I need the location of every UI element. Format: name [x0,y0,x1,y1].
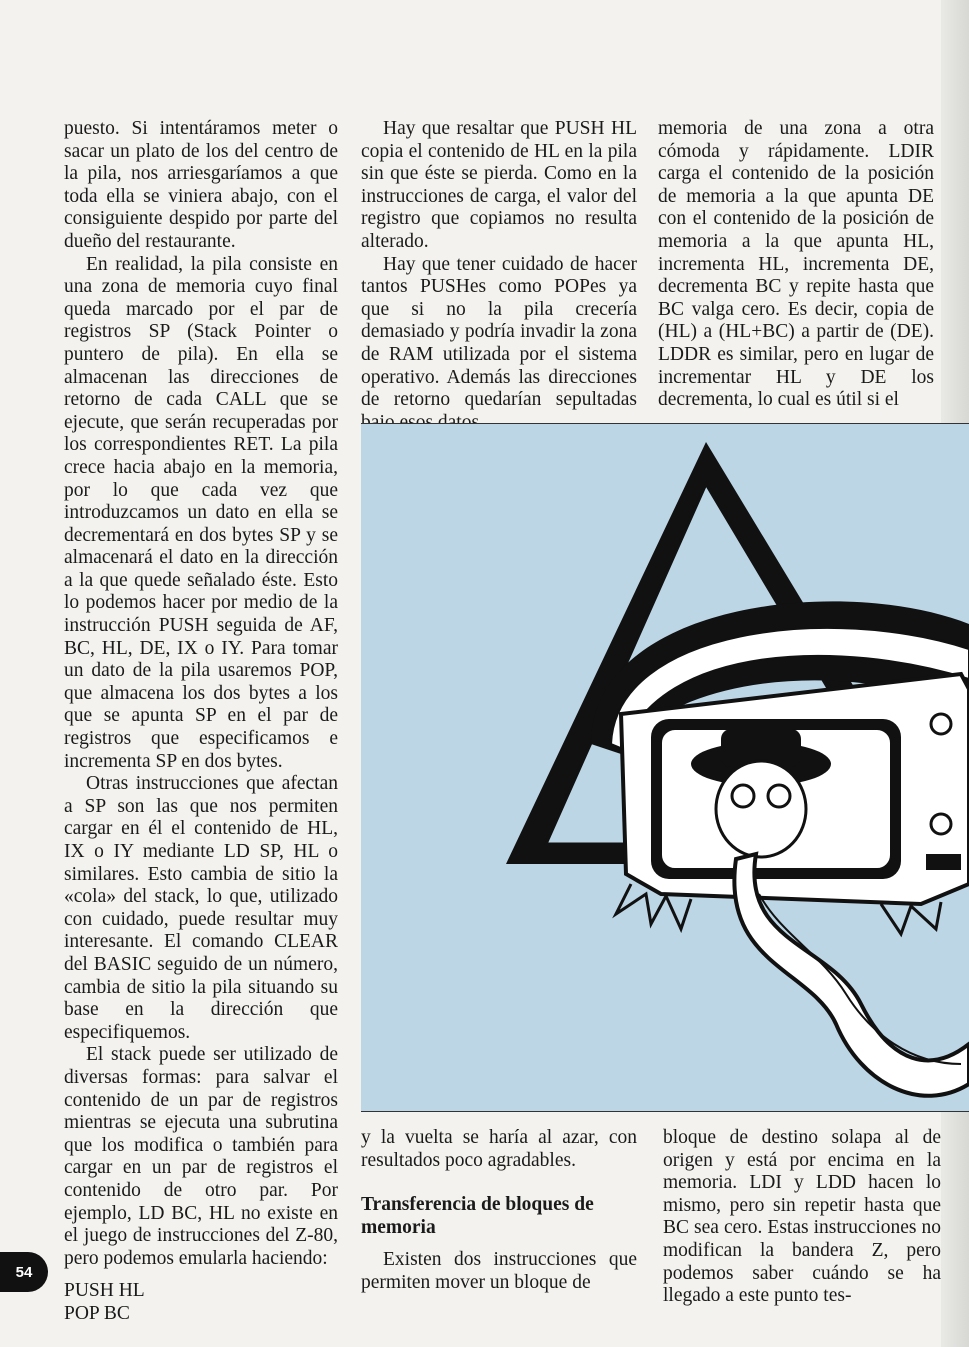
text-column-2 [361,118,637,434]
knob [931,714,951,734]
knob [931,814,951,834]
glasses-right [768,785,790,807]
section-heading: Transferencia de bloques de memoria [361,1194,594,1238]
paragraph: En realidad, la pila consiste en una zona de memoria cuyo final queda marcado por el par de registros SP (Stack Pointer o puntero de pila). En ella se almacenan las direcciones de retorno de cada CALL que se ejecute, que serán recuperadas por los correspondientes RET. La pila crece hacia abajo en la memoria, por lo que cada vez que introduzcamos un dato en ella se decrementará en dos bytes SP y se almacenará el dato en la dirección a la que quede señalado éste. Esto lo podemos hacer por medio de la instrucción PUSH seguida de AF, BC, HL, DE, IX o IY. Para tomar un dato de la pila usaremos POP, que almacena los dos bytes a los que se apunta SP en el par de registros que especificamos e incrementa SP en dos bytes. [64,253,338,772]
paragraph: puesto. Si intentáramos meter o sacar un plato de los del centro de la pila, nos arriesgaríamos a que toda ella se viniera abajo, con el consiguiente despido por parte del dueño del restaurante. [64,118,338,252]
code-line: POP BC [64,1302,130,1324]
illustration [361,423,969,1112]
paragraph: El stack puede ser utilizado de diversas formas: para salvar el contenido de un par de registros mientras se ejecuta una subrutina que los modifica o también para cargar en un par de registros el contenido de otro par. Por ejemplo, LD BC, HL no existe en el juego de instrucciones del Z-80, pero podemos emularla haciendo: [64,1044,338,1269]
text-column-1 [64,118,338,1325]
page-number-badge [0,1252,48,1292]
face [716,761,806,857]
speaker-grille [926,854,961,870]
paragraph: Hay que resaltar que PUSH HL copia el contenido de HL en la pila sin que éste se pierda. Como en la instrucciones de carga, el valor del registro que copiamos no resulta alterado. [361,118,637,252]
paragraph: y la vuelta se haría al azar, con resultados poco agradables. [361,1127,637,1171]
paragraph: bloque de destino solapa al de origen y está por encima en la memoria. LDI y LDD hacen lo mismo, pero sin repetir hasta que BC sea cero. Estas instrucciones no modifican la bandera Z, pero podemos saber cuándo se ha llegado a este punto tes- [663,1127,941,1307]
text-column-3 [658,118,934,412]
page-number: 54 [15,1263,33,1281]
text-column-3-bottom [663,1127,941,1308]
paragraph: Existen dos instrucciones que permiten mover un bloque de [361,1249,637,1293]
spikes [881,902,941,934]
code-line: PUSH HL [64,1280,145,1302]
paragraph: Otras instrucciones que afectan a SP son las que nos permiten cargar en él el contenido de HL, IX o IY mediante LD SP, HL o similares. Esto cambia de sitio la «cola» del stack, lo que, utilizado con cuidado, puede resultar muy interesante. El comando CLEAR del BASIC seguido de un número, cambia de sitio la pila situando su base en la dirección que especifiquemos. [64,773,338,1043]
glasses-left [732,785,754,807]
paragraph: memoria de una zona a otra cómoda y rápidamente. LDIR carga el contenido de la posición de memoria a la que apunta DE con el contenido de la posición de memoria a la que apunta HL, incrementa HL, incrementa DE, decrementa BC y repite hasta que BC valga cero. Es decir, copia de (HL) a (HL+BC) a partir de (DE). LDDR es similar, pero en lugar de incrementar HL y DE los decrementa, lo cual es útil si el [658,118,934,411]
paragraph: Hay que tener cuidado de hacer tantos PUSHes como POPes ya que si no la pila crecería demasiado y podría invadir la zona de RAM utilizada por el sistema operativo. Además las direcciones de retorno quedarían sepultadas [361,253,637,411]
text-column-2-bottom [361,1127,637,1295]
illustration-art [361,424,969,1111]
